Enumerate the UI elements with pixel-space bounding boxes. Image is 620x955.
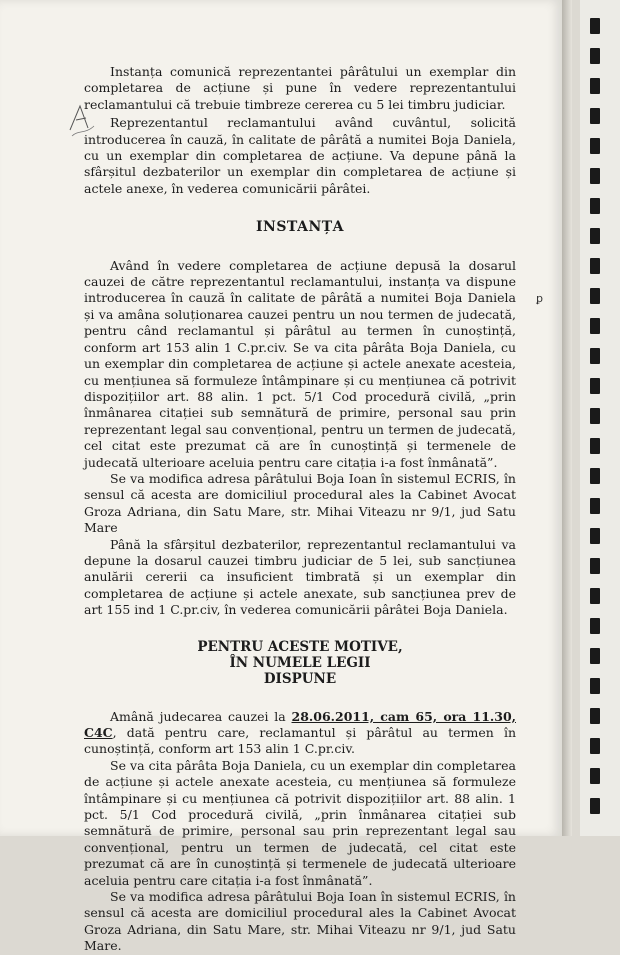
margin-mark: ꝑ xyxy=(536,292,543,305)
paragraph-stamp-duty: Până la sfârșitul dezbaterilor, reprezentantul reclamantului va depune la dosarul cauzei timbru judiciar de 5 lei, sub sancțiunea anulării cererii ca insuficient timbrată și un exemplar din completarea de acțiune și actele anexate, sub sancțiunea prev de art 155 ind 1 C.pr.civ, în vederea comunicării pârâtei Boja Daniela. xyxy=(84,536,516,618)
motives-line-2: ÎN NUMELE LEGII xyxy=(229,654,371,671)
paragraph-court-reasoning: Având în vedere completarea de acțiune depusă la dosarul cauzei de către reprezentantul reclamantului, instanța va dispune introducerea în cauză în calitate de pârâtă a numitei Boja Daniela și va amâna soluționarea cauzei pentru un nou termen de judecată, pentru când reclamantul și pârâtul au termen în cunoștință, conform art 153 alin 1 C.pr.civ. Se va cita pârâta Boja Daniela, cu un exemplar din completarea de acțiune și actele anexate acesteia, cu mențiunea să formuleze întâmpinare și cu mențiunea că potrivit dispozițiilor art. 88 alin. 1 pct. 5/1 Cod procedură civilă, „prin înmânarea citației sub semnătură de primire, personal sau prin reprezentant legal sau convențional, pentru un termen de judecată, cel citat este prezumat că are în cunoștință și termenele de judecată ulterioare aceluia pentru care citația i-a fost înmânată”. xyxy=(84,257,516,470)
postponement-text-start: Amână judecarea cauzei la xyxy=(110,708,292,724)
motives-line-1: PENTRU ACESTE MOTIVE, xyxy=(197,638,403,655)
paragraph-address-modification: Se va modifica adresa pârâtului Boja Ioan în sistemul ECRIS, în sensul că acesta are domiciliul procedural ales la Cabinet Avocat Groza Adriana, din Satu Mare, str. Mihai Viteazu nr 9/1, jud Satu Mare xyxy=(84,470,516,536)
paragraph-summons: Se va cita pârâta Boja Daniela, cu un exemplar din completarea de acțiune și actele anexate acesteia, cu mențiunea să formuleze întâmpinare și cu mențiunea că potrivit dispozițiilor art. 88 alin. 1 pct. 5/1 Cod procedură civilă, „prin înmânarea citației sub semnătură de primire, personal sau prin reprezentant legal sau convențional, pentru un termen de judecată, cel citat este prezumat că are în cunoștință și termenele de judecată ulterioare aceluia pentru care citația i-a fost înmânată”. xyxy=(84,757,516,888)
paragraph-plaintiff-request: Reprezentantul reclamantului având cuvântul, solicită introducerea în cauză, în calitate de pârâtă a numitei Boja Daniela, cu un exemplar din completarea de acțiune. Va depune până la sfârșitul dezbaterilor un exemplar din completarea de acțiune și actele anexe, în vederea comunicării pârâtei. xyxy=(84,115,516,196)
heading-instanta: INSTANȚA xyxy=(255,219,345,236)
motives-line-3: DISPUNE xyxy=(263,670,337,687)
hearing-date: 28.06.2011, cam 65, ora 11.30, C4C xyxy=(84,708,516,740)
spiral-binding xyxy=(580,0,620,836)
paragraph-court-communication: Instanța comunică reprezentantei pârâtului un exemplar din completarea de acțiune și pune în vedere reprezentantului reclamantului că trebuie timbreze cererea cu 5 lei timbru judiciar. xyxy=(84,64,516,112)
postponement-text-end: , dată pentru care, reclamantul și pârâtul au termen în cunoștință, conform art 153 alin 1 C.pr.civ. xyxy=(84,725,516,757)
document-body xyxy=(84,64,516,955)
paragraph-postponement xyxy=(84,709,516,758)
heading-motives xyxy=(84,639,516,687)
paragraph-address-final: Se va modifica adresa pârâtului Boja Ioan în sistemul ECRIS, în sensul că acesta are domiciliul procedural ales la Cabinet Avocat Groza Adriana, din Satu Mare, str. Mihai Viteazu nr 9/1, jud Satu Mare. xyxy=(84,889,516,954)
page-edge-shadow xyxy=(562,0,572,836)
